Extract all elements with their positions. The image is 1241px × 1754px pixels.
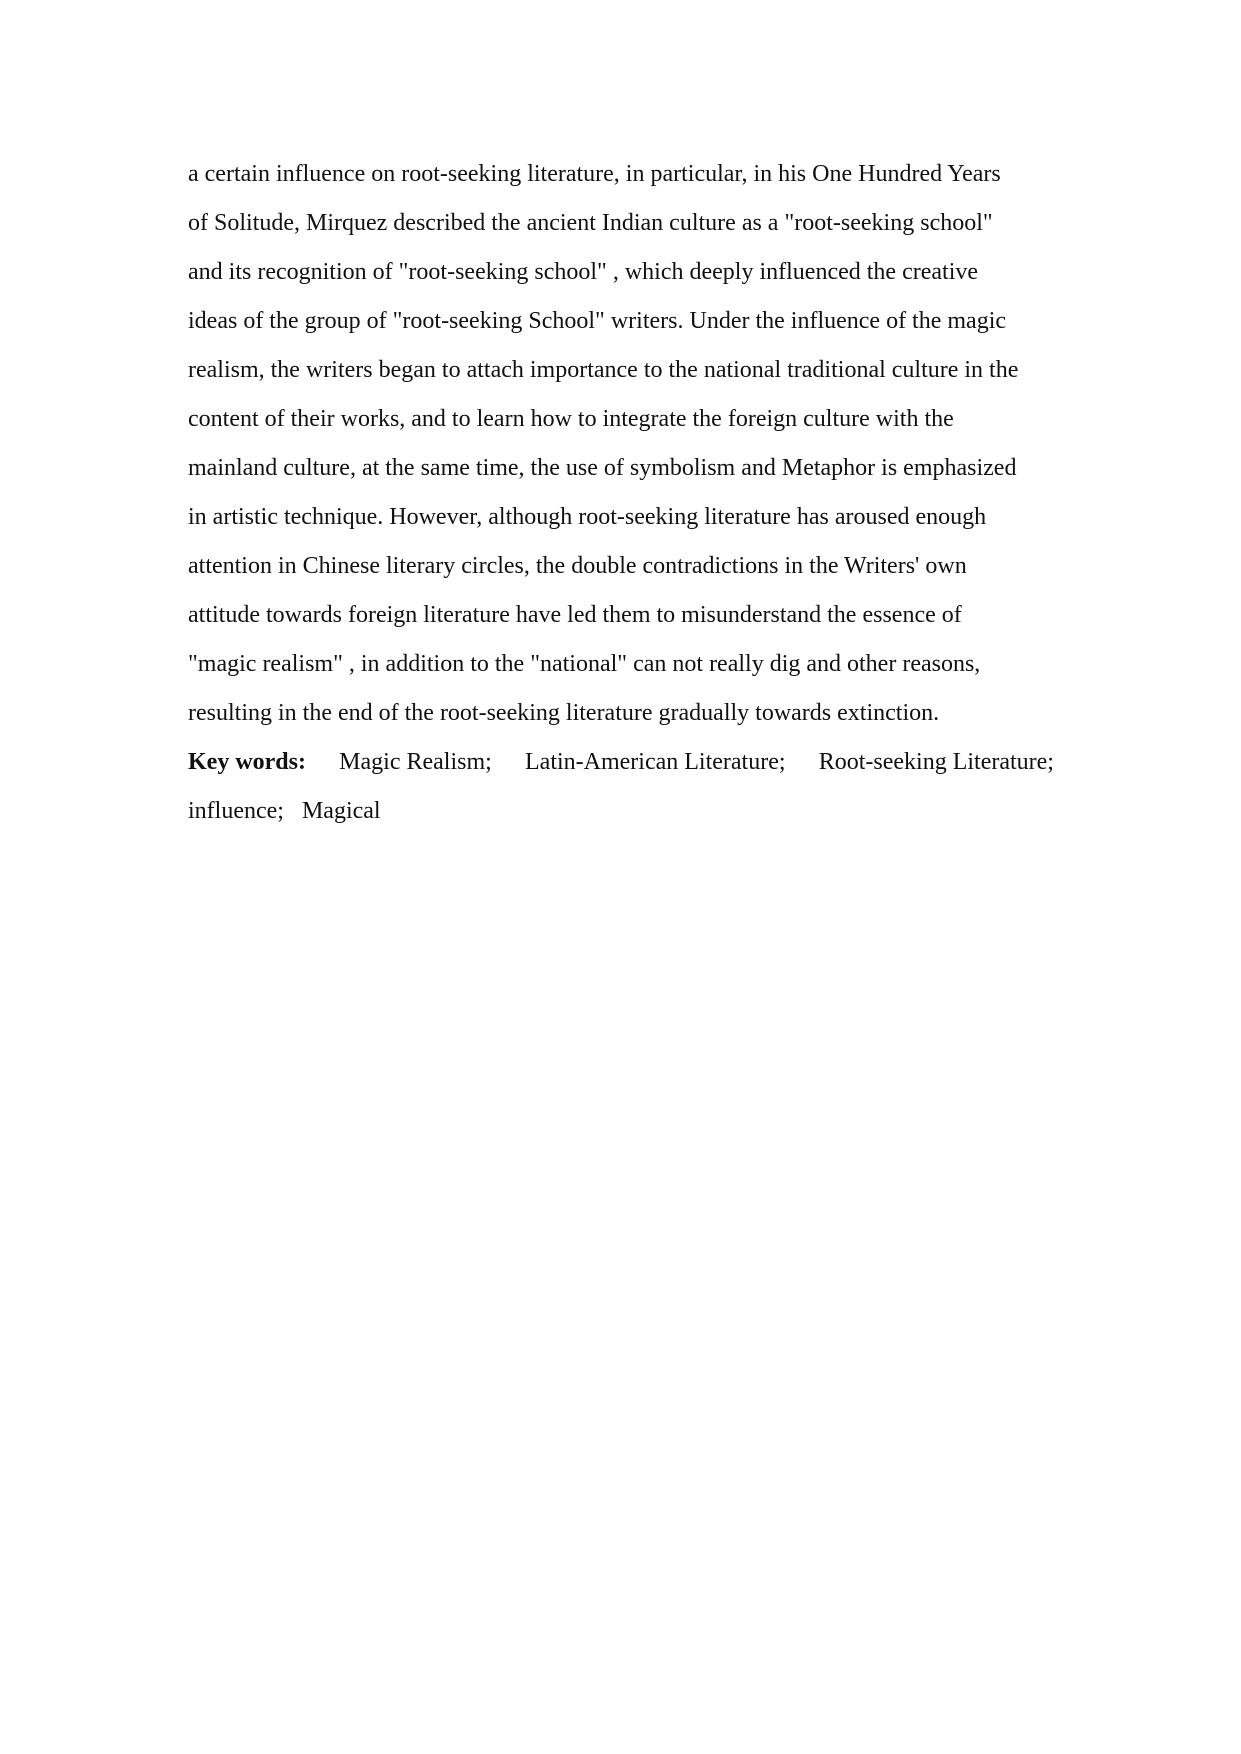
keywords-label: Key words: — [188, 749, 306, 775]
keywords-line-continued — [188, 791, 1054, 840]
body-line: and its recognition of "root-seeking school" , which deeply influenced the creative — [188, 259, 979, 285]
body-line: attention in Chinese literary circles, the double contradictions in the Writers' own — [188, 553, 967, 579]
keyword-item: Root-seeking Literature; — [818, 749, 1054, 775]
body-line: ideas of the group of "root-seeking School" writers. Under the influence of the magic — [188, 308, 1007, 334]
keyword-item: Magical — [301, 798, 381, 824]
keyword-item: Magic Realism; — [339, 749, 492, 775]
keyword-item: influence; — [188, 798, 284, 824]
keyword-item: Latin-American Literature; — [525, 749, 786, 775]
body-line: realism, the writers began to attach importance to the national traditional culture in the — [188, 357, 1019, 383]
document-body — [188, 154, 1054, 840]
body-line: in artistic technique. However, although root-seeking literature has aroused enough — [188, 504, 987, 530]
body-line: a certain influence on root-seeking literature, in particular, in his One Hundred Years — [188, 161, 1001, 187]
body-line: "magic realism" , in addition to the "national" can not really dig and other reasons, — [188, 651, 981, 677]
body-line: resulting in the end of the root-seeking literature gradually towards extinction. — [188, 700, 940, 726]
body-line: content of their works, and to learn how to integrate the foreign culture with the — [188, 406, 954, 432]
body-line: of Solitude, Mirquez described the ancient Indian culture as a "root-seeking school" — [188, 210, 993, 236]
keywords-line — [188, 742, 1054, 791]
body-line: attitude towards foreign literature have led them to misunderstand the essence of — [188, 602, 962, 628]
body-line: mainland culture, at the same time, the use of symbolism and Metaphor is emphasized — [188, 455, 1017, 481]
